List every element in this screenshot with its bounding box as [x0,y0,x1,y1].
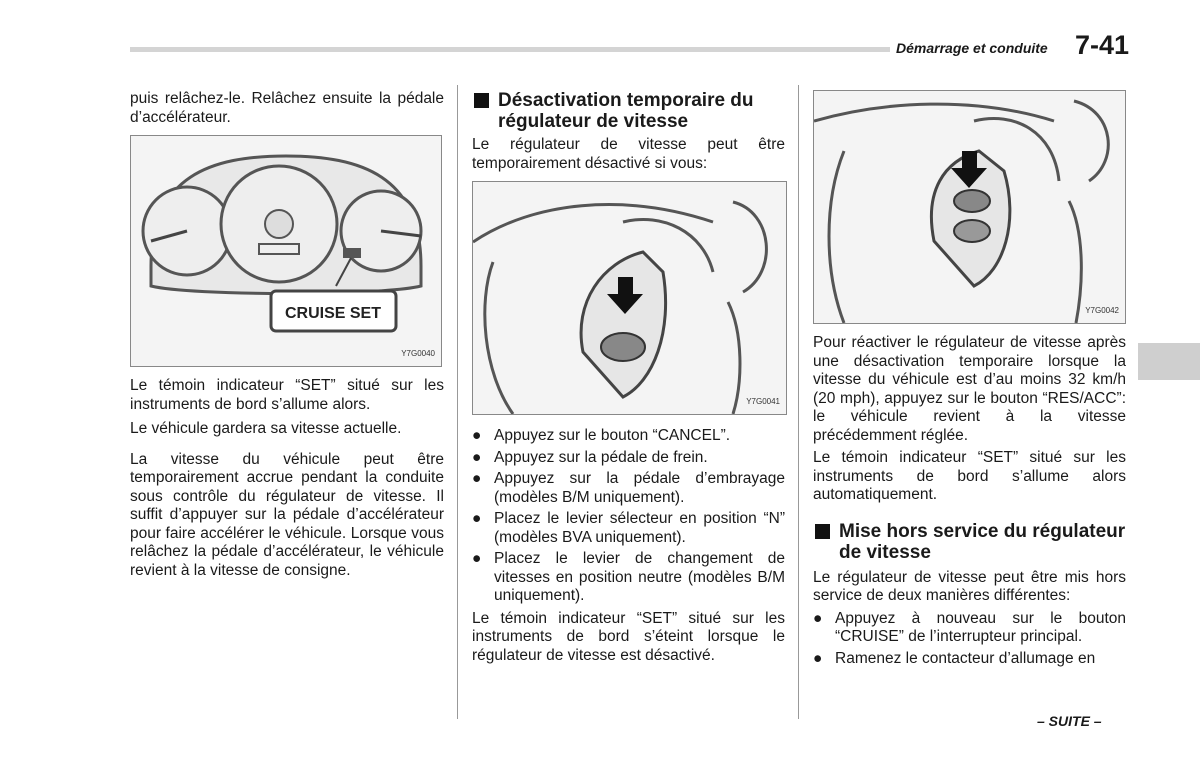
paragraph: Le témoin indicateur “SET” situé sur les instruments de bord s’allume alors automatiquement. [813,449,1126,503]
list-item-text: Ramenez le contacteur d’allumage en [835,649,1096,667]
figure-code: Y7G0041 [746,396,780,406]
instrument-cluster-illustration [131,136,441,366]
heading-text: Désactivation temporaire du régulateur de vitesse [498,90,754,132]
column-divider [457,85,458,719]
list-item [472,550,785,606]
list-item [472,470,785,507]
bullet-icon: ● [472,470,482,487]
list-item-text: Appuyez sur la pédale d’embrayage (modèles B/M uniquement). [494,470,785,506]
heading-square-icon [815,524,830,539]
paragraph: Le véhicule gardera sa vitesse actuelle. [130,420,402,437]
paragraph: Le régulateur de vitesse peut être temporairement désactivé si vous: [472,136,785,172]
bullet-icon: ● [813,649,823,667]
paragraph: puis relâchez-le. Relâchez ensuite la pédale d’accélérateur. [130,90,444,126]
cruise-set-label: CRUISE SET [284,305,382,322]
bullet-icon: ● [472,550,482,567]
steering-wheel-illustration [473,182,786,414]
list-item-text: Placez le levier de changement de vitesses en position neutre (modèles B/M uniquement). [494,550,785,604]
bullet-icon: ● [813,609,823,627]
figure-code: Y7G0042 [1085,305,1119,315]
column-3 [813,90,1126,668]
heading-text: Mise hors service du régulateur de vitesse [839,520,1126,563]
list-item [472,427,785,446]
list-item [472,510,785,547]
figure-code: Y7G0040 [401,348,435,358]
steering-wheel-resume-figure [813,90,1126,324]
list-item [813,610,1126,647]
paragraph: Pour réactiver le régulateur de vitesse après une désactivation temporaire lorsque la vitesse du véhicule est d’au moins 32 km/h (20 mph), appuyez sur le bouton “RES/ACC”: le véhicule revient à la vitesse précédemment réglée. [813,334,1126,444]
instrument-cluster-figure [130,135,442,367]
bullet-icon: ● [472,510,482,527]
page-number: 7-41 [1075,30,1130,60]
column-1 [130,90,444,580]
list-item-text: Placez le levier sélecteur en position “N” (modèles BVA uniquement). [494,510,785,546]
section-heading [472,90,785,132]
list-item-text: Appuyez sur le bouton “CANCEL”. [494,427,731,444]
chapter-tab [1138,343,1200,380]
steering-wheel-cancel-figure [472,181,787,415]
section-title: Démarrage et conduite [896,40,1048,56]
heading-square-icon [474,93,489,108]
steering-wheel-illustration [814,91,1125,323]
column-divider [798,85,799,719]
paragraph: La vitesse du véhicule peut être temporairement accrue pendant la conduite sous contrôle du régulateur de vitesse. Il suffit d’appuyer sur la pédale d’accélérateur pour faire accélérer le véhicule. Lorsque vous relâchez la pédale d’accélérateur, le véhicule revient à la vitesse de consigne. [130,450,444,579]
bullet-icon: ● [472,427,482,444]
list-item [472,449,785,468]
list-item-text: Appuyez à nouveau sur le bouton “CRUISE” de l’interrupteur principal. [835,609,1126,645]
section-heading [813,521,1126,563]
list-item [813,650,1126,669]
paragraph: Le témoin indicateur “SET” situé sur les instruments de bord s’éteint lorsque le régulateur de vitesse est désactivé. [472,609,785,664]
continued-label: – SUITE – [1037,713,1102,729]
paragraph: Le témoin indicateur “SET” situé sur les instruments de bord s’allume alors. [130,377,444,413]
bullet-icon: ● [472,448,482,466]
paragraph: Le régulateur de vitesse peut être mis hors service de deux manières différentes: [813,568,1126,604]
header-rule [130,47,890,52]
column-2 [472,90,785,665]
list-item-text: Appuyez sur la pédale de frein. [494,448,708,466]
